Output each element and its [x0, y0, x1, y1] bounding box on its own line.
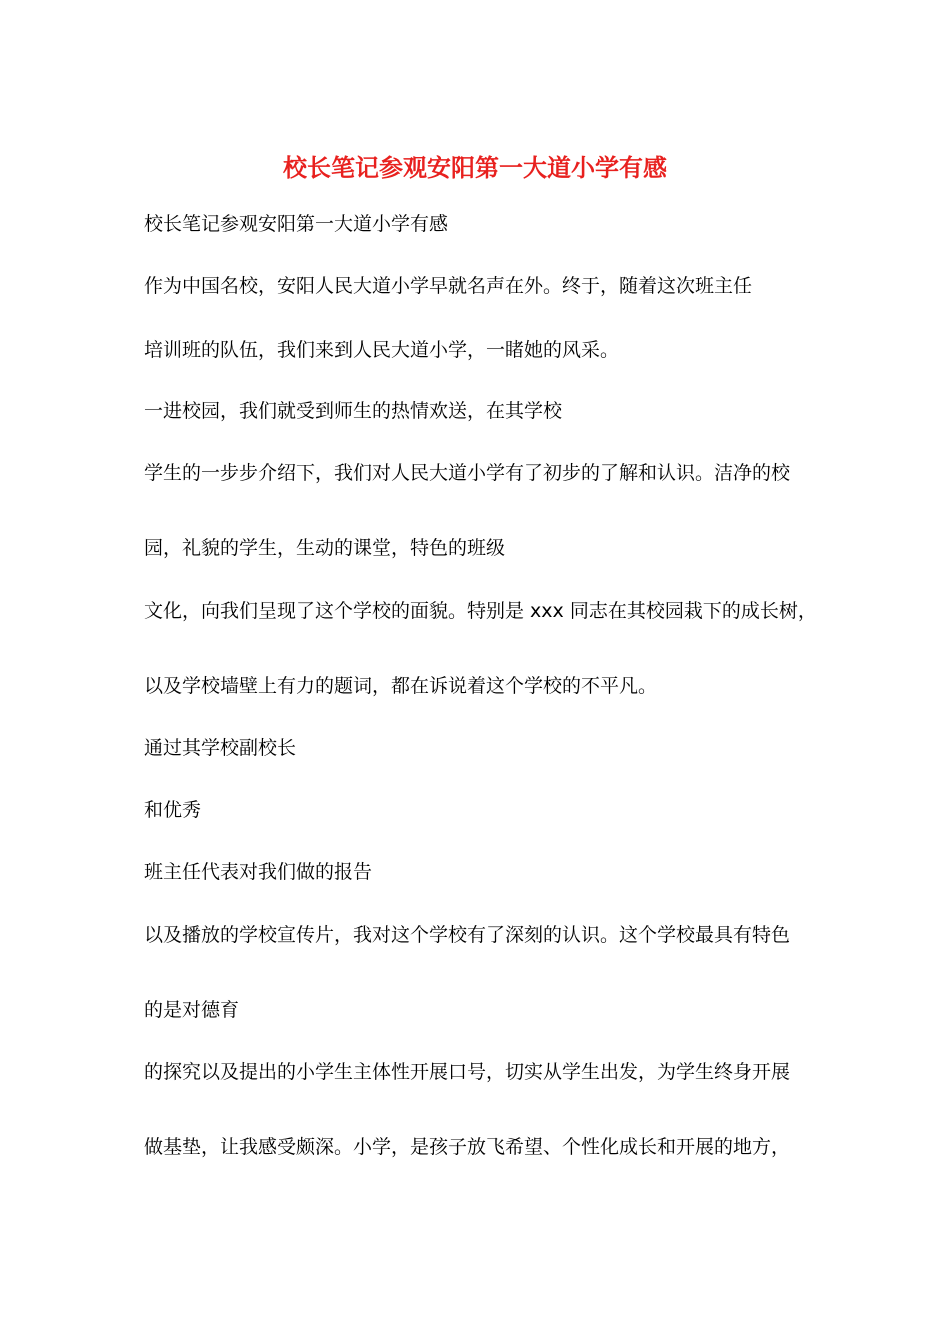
paragraph-line: 通过其学校副校长: [144, 737, 297, 759]
paragraph-line: 以及播放的学校宣传片，我对这个学校有了深刻的认识。这个学校最具有特色: [144, 924, 791, 946]
paragraph-line: 的探究以及提出的小学生主体性开展口号，切实从学生出发，为学生终身开展: [144, 1061, 791, 1083]
paragraph-line: 的是对德育: [144, 999, 240, 1021]
paragraph-line: 以及学校墙壁上有力的题词，都在诉说着这个学校的不平凡。: [144, 675, 658, 697]
paragraph-line: 一进校园，我们就受到师生的热情欢送，在其学校: [144, 400, 563, 422]
paragraph-line: 校长笔记参观安阳第一大道小学有感: [144, 213, 449, 235]
paragraph-line: 园，礼貌的学生，生动的课堂，特色的班级: [144, 537, 506, 559]
paragraph-line: 文化，向我们呈现了这个学校的面貌。特别是 xxx 同志在其校园栽下的成长树，: [144, 600, 817, 622]
paragraph-line: 和优秀: [144, 799, 202, 821]
paragraph-line: 班主任代表对我们做的报告: [144, 861, 373, 883]
paragraph-line: 做基垫，让我感受颇深。小学，是孩子放飞希望、个性化成长和开展的地方，: [144, 1136, 791, 1158]
document-title: 校长笔记参观安阳第一大道小学有感: [283, 153, 667, 182]
paragraph-line: 学生的一步步介绍下，我们对人民大道小学有了初步的了解和认识。洁净的校: [144, 462, 791, 484]
paragraph-line: 作为中国名校，安阳人民大道小学早就名声在外。终于，随着这次班主任: [144, 275, 753, 297]
paragraph-line: 培训班的队伍，我们来到人民大道小学，一睹她的风采。: [144, 339, 620, 361]
